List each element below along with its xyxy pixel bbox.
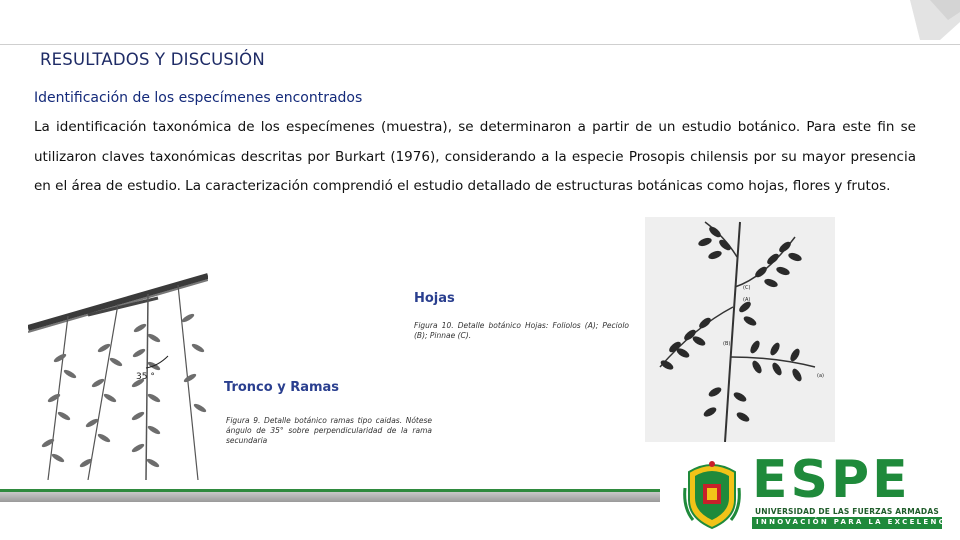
espe-university-name: UNIVERSIDAD DE LAS FUERZAS ARMADAS <box>755 507 939 516</box>
section-title: RESULTADOS Y DISCUSIÓN <box>40 50 265 69</box>
espe-motto: INNOVACIÓN PARA LA EXCELENCIA <box>756 518 959 526</box>
espe-wordmark: ESPE <box>752 450 911 510</box>
tronco-caption: Figura 9. Detalle botánico ramas tipo caidas. Nótese ángulo de 35° sobre perpendicularidad de la rama secundaria <box>226 416 432 445</box>
subsection-title: Identificación de los especímenes encontrados <box>34 90 363 106</box>
corner-decoration <box>880 0 960 40</box>
annotation-c: (C) <box>743 285 751 291</box>
tronco-label: Tronco y Ramas <box>222 380 343 395</box>
leaf-drawing <box>645 217 835 442</box>
leaf-photo <box>645 217 835 442</box>
annotation-a: (A) <box>743 297 751 303</box>
espe-emblem-icon <box>683 458 741 534</box>
annotation-b: (B) <box>723 341 731 347</box>
hojas-label: Hojas <box>414 291 455 306</box>
body-paragraph: La identificación taxonómica de los especímenes (muestra), se determinaron a partir de un estudio botánico. Para este fin se utilizaron claves taxonómicas descritas por Burkart (1976), considerando a la especie Prosopis chilensis por su mayor presencia en el área de estudio. La caracterización comprendió el estudio detallado de estructuras botánicas como hojas, flores y frutos. <box>34 119 916 194</box>
annotation-a-lower: (a) <box>817 373 824 379</box>
header-rule <box>0 44 960 45</box>
footer-band <box>0 492 660 502</box>
angle-label: 35 ° <box>136 372 155 382</box>
hojas-caption: Figura 10. Detalle botánico Hojas: Foliolos (A); Peciolo (B); Pinnae (C). <box>414 321 629 340</box>
branch-illustration <box>28 258 208 480</box>
